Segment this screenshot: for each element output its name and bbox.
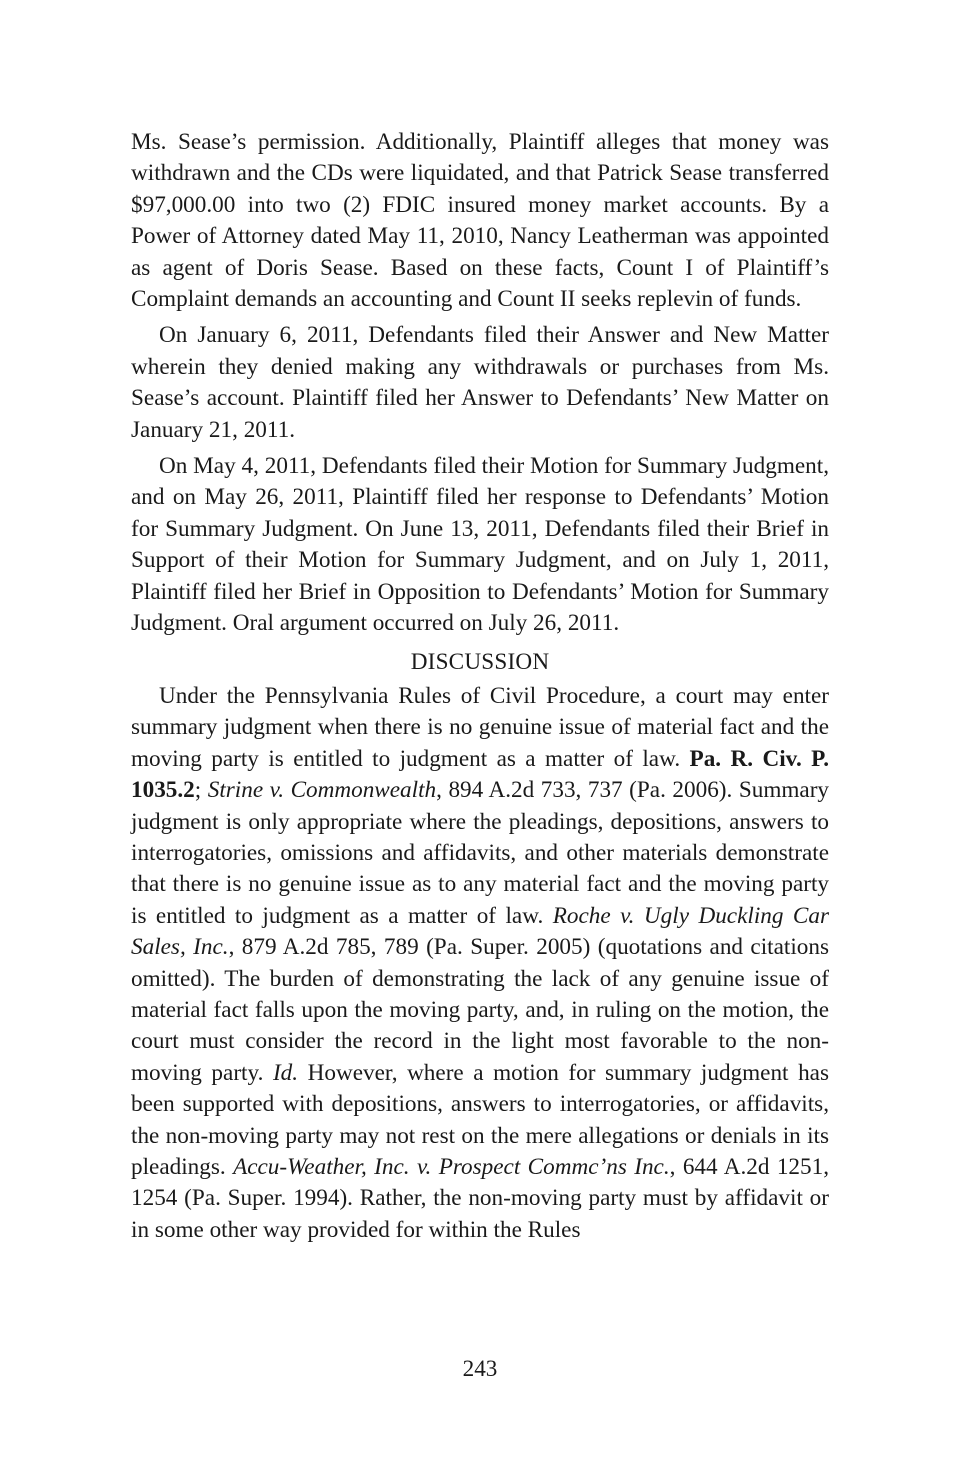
citation-case-roche: Roche v. Ugly Duckling Car Sales, Inc. [131, 902, 830, 961]
text-run: ; [194, 777, 208, 804]
section-heading-discussion: DISCUSSION [410, 648, 550, 675]
text-run: , 879 A.2d 785, 789 (Pa. Super. 2005) (quotations and citations omitted). The burden of demonstrating the lack of any genuine issue of material fact falls upon the moving party, and, in ruling on the motion, the court must consider the record in the light most favorable to the non-moving party. [131, 934, 829, 1086]
text-run: , 644 A.2d 1251, 1254 (Pa. Super. 1994). Rather, the non-moving party must by affidavit or in some other way provided for within the Rules [131, 1154, 830, 1243]
text-run: , 894 A.2d 733, 737 (Pa. 2006). Summary judgment is only appropriate where the pleadings, depositions, answers to interrogatories, omissions and affidavits, and other materials demonstrate that there is no genuine issue as to any material fact and the moving party is entitled to judgment as a matter of law. [131, 777, 830, 929]
citation-rule: Pa. R. Civ. P. 1035.2 [131, 745, 829, 804]
paragraph-motion-timeline: On May 4, 2011, Defendants filed their Motion for Summary Judgment, and on May 26, 2011, Plaintiff filed her response to Defendants’ Motion for Summary Judgment. On June 13, 2011, Defendants filed their Brief in Support of their Motion for Summary Judgment, and on July 1, 2011, Plaintiff filed her Brief in Opposition to Defendants’ Motion for Summary Judgment. Oral argument occurred on July 26, 2011. [131, 453, 829, 637]
citation-case-strine: Strine v. Commonwealth [207, 777, 437, 804]
citation-case-accu-weather: Accu-Weather, Inc. v. Prospect Commc’ns Inc. [233, 1154, 670, 1180]
paragraph-summary-judgment-standard [131, 681, 829, 1246]
paragraph-permission-facts: Ms. Sease’s permission. Additionally, Plaintiff alleges that money was withdrawn and the CDs were liquidated, and that Patrick Sease transferred $97,000.00 into two (2) FDIC insured money market accounts. By a Power of Attorney dated May 11, 2010, Nancy Leatherman was appointed as agent of Doris Sease. Based on these facts, Count I of Plaintiff’s Complaint demands an accounting and Count II seeks replevin of funds. [131, 129, 829, 313]
citation-id: Id. [272, 1059, 299, 1086]
paragraph-answer-new-matter: On January 6, 2011, Defendants filed their Answer and New Matter wherein they denied making any withdrawals or purchases from Ms. Sease’s account. Plaintiff filed her Answer to Defendants’ New Matter on January 21, 2011. [131, 322, 829, 443]
text-run: Under the Pennsylvania Rules of Civil Procedure, a court may enter summary judgment when there is no genuine issue of material fact and the moving party is entitled to judgment as a matter of law. [131, 682, 829, 772]
page-number: 243 [462, 1356, 498, 1382]
body-text [131, 127, 829, 1246]
text-run: However, where a motion for summary judgment has been supported with depositions, answers to interrogatories, or affidavits, the non-moving party may not rest on the mere allegations or denials in its pleadings. [131, 1059, 829, 1180]
